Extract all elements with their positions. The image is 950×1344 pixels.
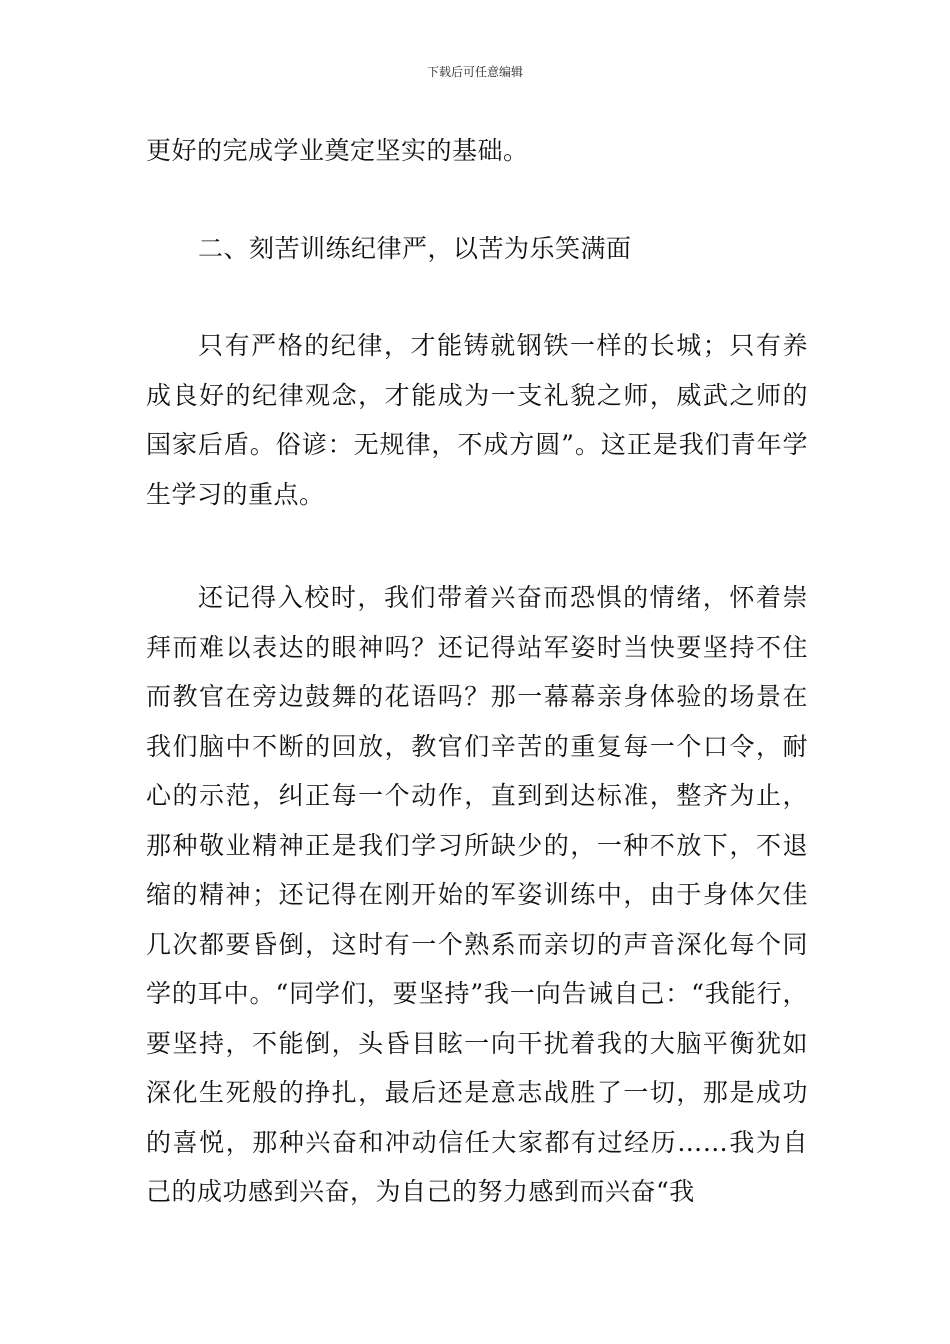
paragraph-discipline: 只有严格的纪律，才能铸就钢铁一样的长城；只有养成良好的纪律观念，才能成为一支礼貌之师，威武之师的国家后盾。俗谚：无规律，不成方圆”。这正是我们青年学生学习的重点。 <box>146 331 808 509</box>
paragraph-training-memories: 还记得入校时，我们带着兴奋而恐惧的情绪，怀着崇拜而难以表达的眼神吗？还记得站军姿时当快要坚持不住而教官在旁边鼓舞的花语吗？那一幕幕亲身体验的场景在我们脑中不断的回放，教官们辛苦的重复每一个口令，耐心的示范，纠正每一个动作，直到到达标准，整齐为止，那种敬业精神正是我们学习所缺少的，一种不放下，不退缩的精神；还记得在刚开始的军姿训练中，由于身体欠佳几次都要昏倒，这时有一个熟系而亲切的声音深化每个同学的耳中。“同学们，要坚持”我一向告诫自己：“我能行，要坚持，不能倒，头昏目眩一向干扰着我的大脑平衡犹如深化生死般的挣扎，最后还是意志战胜了一切，那是成功的喜悦，那种兴奋和冲动信任大家都有过经历……我为自己的成功感到兴奋，为自己的努力感到而兴奋“我 <box>146 583 808 1206</box>
document-body <box>146 126 808 1217</box>
page-header: 下载后可任意编辑 <box>426 65 523 79</box>
continuation-text: 更好的完成学业奠定坚实的基础。 <box>146 136 529 165</box>
section-heading: 二、刻苦训练纪律严，以苦为乐笑满面 <box>198 233 632 263</box>
